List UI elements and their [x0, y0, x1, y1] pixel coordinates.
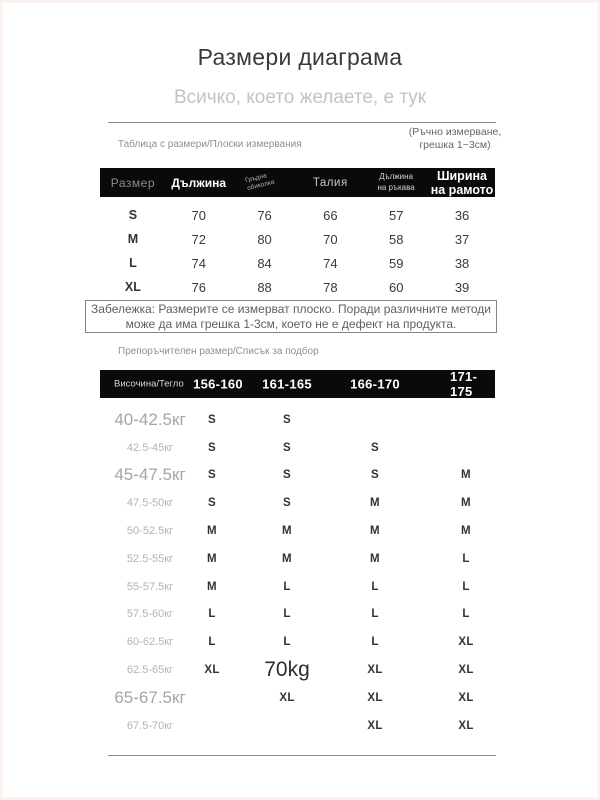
note-box: [85, 300, 497, 333]
size-cell: L: [208, 636, 216, 649]
size-cell: M: [207, 552, 217, 565]
recommendation-row: [100, 489, 495, 517]
measurement-note: Забележка: Размерите се измерват плоско. Поради различните методи може да има грешка 1-3см, което не е дефект на продукта.: [91, 301, 491, 331]
shoulder-value: 38: [454, 255, 470, 271]
size-cell: M: [370, 552, 380, 565]
size-cell: L: [283, 636, 291, 649]
shoulder-label: Ширина на рамото: [430, 168, 494, 197]
size-cell: M: [207, 525, 217, 538]
waist-value: 70: [323, 231, 338, 247]
page-title: Размери диаграма: [197, 44, 403, 70]
col-header-bust: [232, 173, 298, 191]
weight-range-label: 55-57.5кг: [126, 580, 174, 593]
size-cell: L: [462, 580, 470, 593]
recommendation-row: [100, 656, 495, 684]
size-cell: S: [283, 413, 291, 426]
size-cell: S: [208, 497, 216, 510]
sleeve-label: Дължина на ръкава: [377, 172, 415, 192]
recommendation-table-header: [100, 370, 495, 398]
size-cell: L: [462, 608, 470, 621]
size-cell: XL: [279, 691, 295, 704]
recommendation-row: [100, 462, 495, 490]
size-cell: S: [283, 497, 291, 510]
measurements-row-s: [100, 203, 495, 227]
length-value: 70: [191, 207, 206, 223]
weight-range-label: 67.5-70кг: [126, 719, 174, 732]
length-value: 74: [191, 255, 206, 271]
size-label: S: [128, 208, 138, 222]
weight-range-label: 57.5-60кг: [126, 608, 174, 621]
height-weight-corner-label: Височина/Тегло: [114, 378, 184, 390]
sleeve-value: 57: [388, 207, 404, 223]
height-col-3: 166-170: [350, 376, 400, 392]
sleeve-value: 59: [388, 255, 404, 271]
size-cell: L: [371, 580, 379, 593]
size-cell: L: [371, 608, 379, 621]
measurements-row-l: [100, 251, 495, 275]
shoulder-value: 36: [454, 207, 470, 223]
recommendation-row: [100, 628, 495, 656]
recommendation-row: [100, 545, 495, 573]
weight-range-label: 45-47.5кг: [114, 465, 186, 485]
recommendation-row: [100, 684, 495, 712]
waist-value: 78: [323, 279, 338, 295]
size-cell: M: [461, 469, 471, 482]
size-cell: XL: [367, 664, 383, 677]
manual-measure-note: (Ръчно измерване, грешка 1~3см): [408, 126, 502, 151]
size-cell: L: [208, 608, 216, 621]
bust-value: 76: [257, 207, 272, 223]
length-value: 76: [191, 279, 206, 295]
bust-value: 80: [257, 231, 272, 247]
bust-value: 88: [257, 279, 272, 295]
col-header-waist: Талия: [312, 176, 348, 189]
recommendation-row: [100, 573, 495, 601]
height-col-1: 156-160: [193, 376, 243, 392]
measurements-row-m: [100, 227, 495, 251]
overlay-70kg-text: 70kg: [264, 658, 310, 682]
measurements-section-label: Таблица с размери/Плоски измервания: [118, 139, 302, 150]
size-cell: XL: [458, 636, 474, 649]
size-cell: S: [283, 441, 291, 454]
recommendation-row: [100, 601, 495, 629]
col-header-length: Дължина: [171, 175, 227, 190]
weight-range-label: 52.5-55кг: [126, 552, 174, 565]
recommendation-section-label: Препоръчителен размер/Списък за подбор: [118, 346, 319, 357]
size-cell: S: [283, 469, 291, 482]
size-cell: XL: [367, 691, 383, 704]
bust-value: 84: [257, 255, 272, 271]
size-cell: XL: [458, 719, 474, 732]
height-col-4: 171-175: [450, 369, 478, 399]
size-cell: XL: [458, 691, 474, 704]
length-value: 72: [191, 231, 206, 247]
size-cell: M: [461, 525, 471, 538]
recommendation-table-body: [100, 406, 495, 740]
col-header-size: Размер: [110, 175, 156, 190]
weight-range-label: 65-67.5кг: [114, 687, 186, 707]
recommendation-row: [100, 712, 495, 740]
size-cell: M: [370, 497, 380, 510]
measurements-table-header: [100, 168, 495, 197]
size-cell: L: [371, 636, 379, 649]
weight-range-label: 60-62.5кг: [126, 636, 174, 649]
weight-range-label: 40-42.5кг: [114, 409, 186, 429]
size-cell: S: [371, 469, 379, 482]
bottom-divider-line: [108, 755, 496, 756]
sleeve-value: 58: [388, 231, 404, 247]
size-label: M: [127, 232, 139, 246]
height-col-2: 161-165: [262, 376, 312, 392]
size-cell: XL: [458, 664, 474, 677]
size-cell: M: [461, 497, 471, 510]
weight-range-label: 42.5-45кг: [126, 441, 174, 454]
size-cell: S: [208, 413, 216, 426]
recommendation-row: [100, 434, 495, 462]
sleeve-value: 60: [388, 279, 404, 295]
size-label: XL: [124, 280, 141, 294]
col-header-sleeve: [363, 172, 429, 193]
recommendation-row: [100, 406, 495, 434]
page-subtitle: Всичко, което желаете, е тук: [173, 87, 427, 108]
size-label: L: [129, 256, 137, 270]
measurements-row-xl: [100, 275, 495, 299]
size-cell: M: [282, 525, 292, 538]
weight-range-label: 47.5-50кг: [126, 497, 174, 510]
size-cell: S: [371, 441, 379, 454]
size-cell: M: [370, 525, 380, 538]
waist-value: 66: [323, 207, 338, 223]
bust-rotated-label: Гръдна обиколка: [245, 172, 276, 193]
shoulder-value: 37: [454, 231, 470, 247]
size-cell: L: [283, 608, 291, 621]
size-cell: XL: [204, 664, 220, 677]
top-divider-line: [108, 122, 496, 123]
size-cell: S: [208, 469, 216, 482]
col-header-shoulder: [429, 169, 495, 197]
size-cell: M: [282, 552, 292, 565]
weight-range-label: 50-52.5кг: [126, 525, 174, 538]
waist-value: 74: [323, 255, 338, 271]
size-cell: M: [207, 580, 217, 593]
shoulder-value: 39: [454, 279, 470, 295]
size-cell: S: [208, 441, 216, 454]
weight-range-label: 62.5-65кг: [126, 664, 174, 677]
size-cell: L: [462, 552, 470, 565]
size-cell: XL: [367, 719, 383, 732]
size-cell: L: [283, 580, 291, 593]
recommendation-row: [100, 517, 495, 545]
